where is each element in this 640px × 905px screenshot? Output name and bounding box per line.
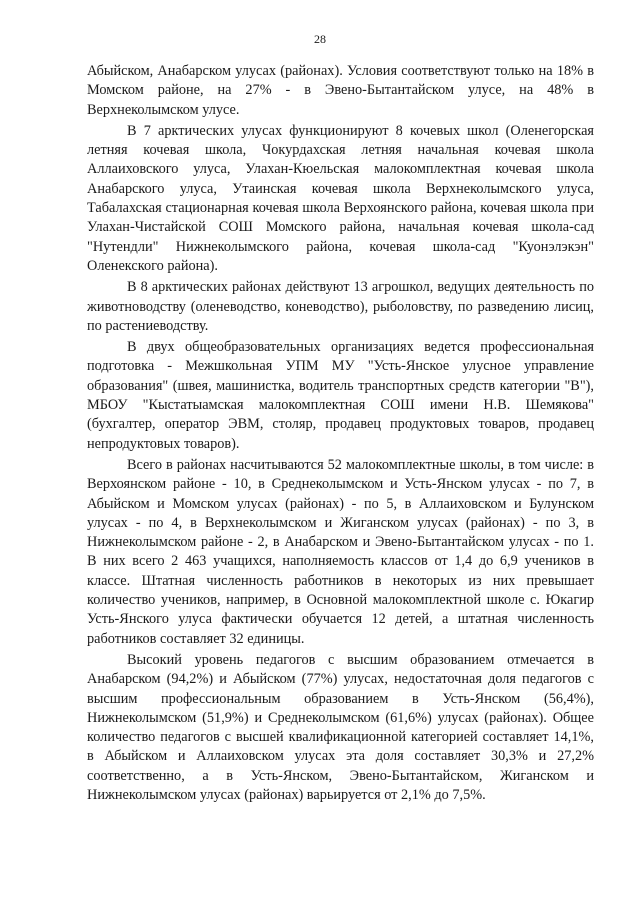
paragraph-nomadic-schools: В 7 арктических улусах функционируют 8 кочевых школ (Оленегорская летняя кочевая школа, Чокурдахская летняя начальная кочевая школа Аллаиховского улуса, Улахан-Кюельская малокомплектная кочевая школа Анабарского улуса, Утаинская кочевая школа Верхнеколымского улуса, Табалахская стационарная кочевая школа Верхоянского района, кочевая школа при Улахан-Чистайской СОШ Момского района, начальная кочевая школа-сад "Нутендли" Нижнеколымского района, кочевая школа-сад "Куонэлэкэн" Оленекского района). (87, 122, 594, 274)
page-number: 28 (314, 32, 326, 46)
paragraph-small-schools: Всего в районах насчитываются 52 малокомплектные школы, в том числе: в Верхоянском районе - 10, в Среднеколымском и Усть-Янском улусах - по 7, в Абыйском и Момском улусах (районах) - по 5, в Аллаиховском и Булунском улусах - по 4, в Верхнеколымском и Жиганском улусах (районах) - по 3, в Нижнеколымском районе - 2, в Анабарском и Эвено-Бытантайском улусах - по 1. В них всего 2 463 учащихся, наполняемость классов от 1,4 до 6,9 учеников в классе. Штатная численность работников в некоторых из них превышает количество учеников, например, в Основной малокомплектной школе с. Юкагир Усть-Янского улуса фактически обучается 12 детей, а штатная численность работников составляет 32 единицы. (87, 456, 594, 647)
paragraph-conditions: Абыйском, Анабарском улусах (районах). Условия соответствуют только на 18% в Момском районе, на 27% - в Эвено-Бытантайском улусе, на 48% в Верхнеколымском улусе. (87, 63, 594, 118)
paragraph-agro-schools: В 8 арктических районах действуют 13 агрошкол, ведущих деятельность по животноводству (оленеводство, коневодство), рыболовству, по разведению лисиц, по растениеводству. (87, 279, 594, 334)
paragraph-professional-training: В двух общеобразовательных организациях ведется профессиональная подготовка - Межшкольная УПМ МУ "Усть-Янское улусное управление образования" (швея, машинистка, водитель транспортных средств категории "В"), МБОУ "Кыстатыамская малокомплектная СОШ имени Н.В. Шемякова" (бухгалтер, оператор ЭВМ, столяр, продавец продуктовых товаров, продавец непродуктовых товаров). (87, 339, 594, 452)
body-text (87, 62, 594, 807)
paragraph-teachers-education: Высокий уровень педагогов с высшим образованием отмечается в Анабарском (94,2%) и Абыйском (77%) улусах, недостаточная доля педагогов с высшим профессиональным образованием в Усть-Янском (56,4%), Нижнеколымском (51,9%) и Среднеколымском (61,6%) улусах (районах). Общее количество педагогов с высшей квалификационной категорией составляет 14,1%, в Абыйском и Аллаиховском улусах эта доля составляет 30,3% и 27,2% соответственно, а в Усть-Янском, Эвено-Бытантайском, Жиганском и Нижнеколымском улусах (районах) варьируется от 2,1% до 7,5%. (87, 651, 594, 803)
